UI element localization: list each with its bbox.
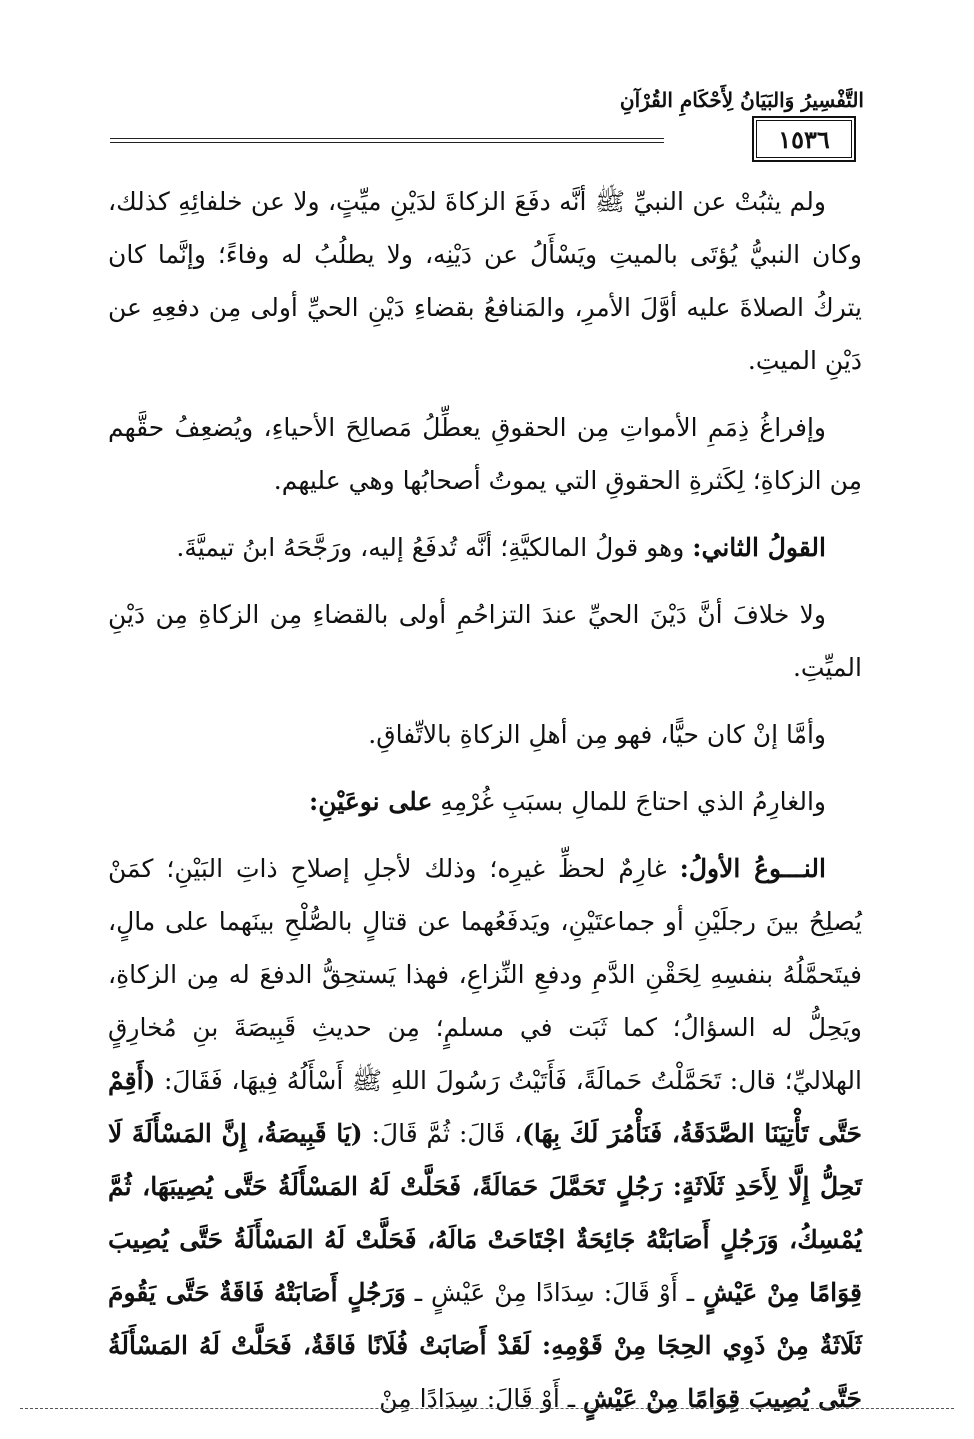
paragraph-text: ولا خلافَ أنَّ دَيْنَ الحيِّ عندَ التزاحُمِ أولى بالقضاءِ مِن الزكاةِ مِن دَيْنِ الميِّتِ.: [108, 600, 862, 682]
paragraph: [108, 775, 862, 828]
header-rule-secondary: [110, 142, 664, 143]
paragraph: [108, 842, 862, 1425]
page-number: ١٥٣٦: [752, 116, 856, 162]
running-title: التَّفْسِيرُ وَالبَيَانُ لِأَحْكَامِ القُرْآنِ: [619, 88, 864, 112]
paragraph: [108, 175, 862, 387]
paragraph-text: ولم يثبُتْ عن النبيِّ ﷺ أنَّه دفَعَ الزكاةَ لدَيْنِ ميِّتٍ، ولا عن خلفائِهِ كذلك، وكان النبيُّ يُؤتَى بالميتِ ويَسْأَلُ عن دَيْنِه، ولا يطلُبُ له وفاءً؛ وإنَّما كان يتركُ الصلاةَ عليه أوَّلَ الأمرِ، والمَنافعُ بقضاءِ دَيْنِ الحيِّ أولى مِن دفعِهِ عن دَيْنِ الميتِ.: [108, 187, 862, 375]
paragraph: [108, 588, 862, 694]
body-text: [108, 175, 862, 1439]
hadith-quote: وَرَجُلٍ أَصَابَتْهُ فَاقَةٌ حَتَّى يَقُومَ ثَلَاثَةٌ مِنْ ذَوِي الحِجَا مِنْ قَوْمِهِ: لَقَدْ أَصَابَتْ فُلَانًا فَاقَةٌ، فَحَلَّتْ لَهُ المَسْأَلَةُ حَتَّى يُصِيبَ قِوَامًا مِنْ عَيْشٍ: [108, 1278, 862, 1413]
paragraph: [108, 521, 862, 574]
paragraph-text: والغارِمُ الذي احتاجَ للمالِ بسبَبِ غُرْمِهِ: [432, 787, 826, 816]
paragraph-text: وإفراغُ ذِمَمِ الأمواتِ مِن الحقوقِ يعطِّلُ مَصالِحَ الأحياءِ، ويُضعِفُ حقَّهم مِن الزكاةِ؛ لِكَثرةِ الحقوقِ التي يموتُ أصحابُها وهي عليهم.: [108, 413, 862, 495]
paragraph-text: وهو قولُ المالكيَّةِ؛ أنَّه تُدفَعُ إليه، ورَجَّحَهُ ابنُ تيميَّةَ.: [176, 533, 693, 562]
paragraph-text: وأمَّا إنْ كان حيًّا، فهو مِن أهلِ الزكاةِ بالاتِّفاقِ.: [368, 720, 826, 749]
page-header: [110, 80, 864, 160]
header-rule: [110, 138, 664, 139]
narration-aside: ـ أَوْ قَالَ: سِدَادًا مِنْ عَيْشٍ ـ: [405, 1278, 704, 1307]
paragraph: [108, 708, 862, 761]
narration-connector: ، قَالَ: ثُمَّ قَالَ:: [362, 1119, 523, 1148]
narration-aside: ـ أَوْ قَالَ: سِدَادًا مِنْ: [379, 1384, 584, 1413]
hadith-quote: (أَقِمْ حَتَّى تَأْتِيَنَا الصَّدَقَةُ، فَنَأْمُرَ لَكَ بِهَا): [108, 1066, 862, 1148]
section-label: النـــوعُ الأولُ:: [679, 854, 826, 883]
paragraph: [108, 401, 862, 507]
section-label: على نوعَيْنِ:: [309, 787, 433, 816]
paragraph-text: غارِمٌ لحظِّ غيرِه؛ وذلك لأجلِ إصلاحِ ذاتِ البَيْنِ؛ كمَنْ يُصلِحُ بينَ رجلَيْنِ أو جماعتَيْنِ، ويَدفَعُهما عن قتالٍ بالصُّلْحِ بينَهما على مالٍ، فيتَحمَّلُهُ بنفسِهِ لِحَقْنِ الدَّمِ ودفعِ النِّزاعِ، فهذا يَستحِقُّ الدفعَ له مِن الزكاةِ، ويَحِلُّ له السؤالُ؛ كما ثَبَت في مسلمٍ؛ مِن حديثِ قَبِيصَةَ بنِ مُخارِقٍ الهلاليِّ؛ قال: تَحَمَّلْتُ حَمالَةً، فَأَتَيْتُ رَسُولَ اللهِ ﷺ أَسْأَلُهُ فِيهَا، فَقَالَ:: [108, 854, 862, 1095]
section-label: القولُ الثاني:: [692, 533, 826, 562]
footer-rule: [20, 1408, 954, 1409]
hadith-quote: (يَا قَبِيصَةُ، إِنَّ المَسْأَلَةَ لَا تَحِلُّ إِلَّا لِأَحَدِ ثَلَاثَةٍ: رَجُلٍ تَحَمَّلَ حَمَالَةً، فَحَلَّتْ لَهُ المَسْأَلَةُ حَتَّى يُصِيبَهَا، ثُمَّ يُمْسِكُ، وَرَجُلٍ أَصَابَتْهُ جَائِحَةٌ اجْتَاحَتْ مَالَهُ، فَحَلَّتْ لَهُ المَسْأَلَةُ حَتَّى يُصِيبَ قِوَامًا مِنْ عَيْشٍ: [108, 1119, 862, 1307]
